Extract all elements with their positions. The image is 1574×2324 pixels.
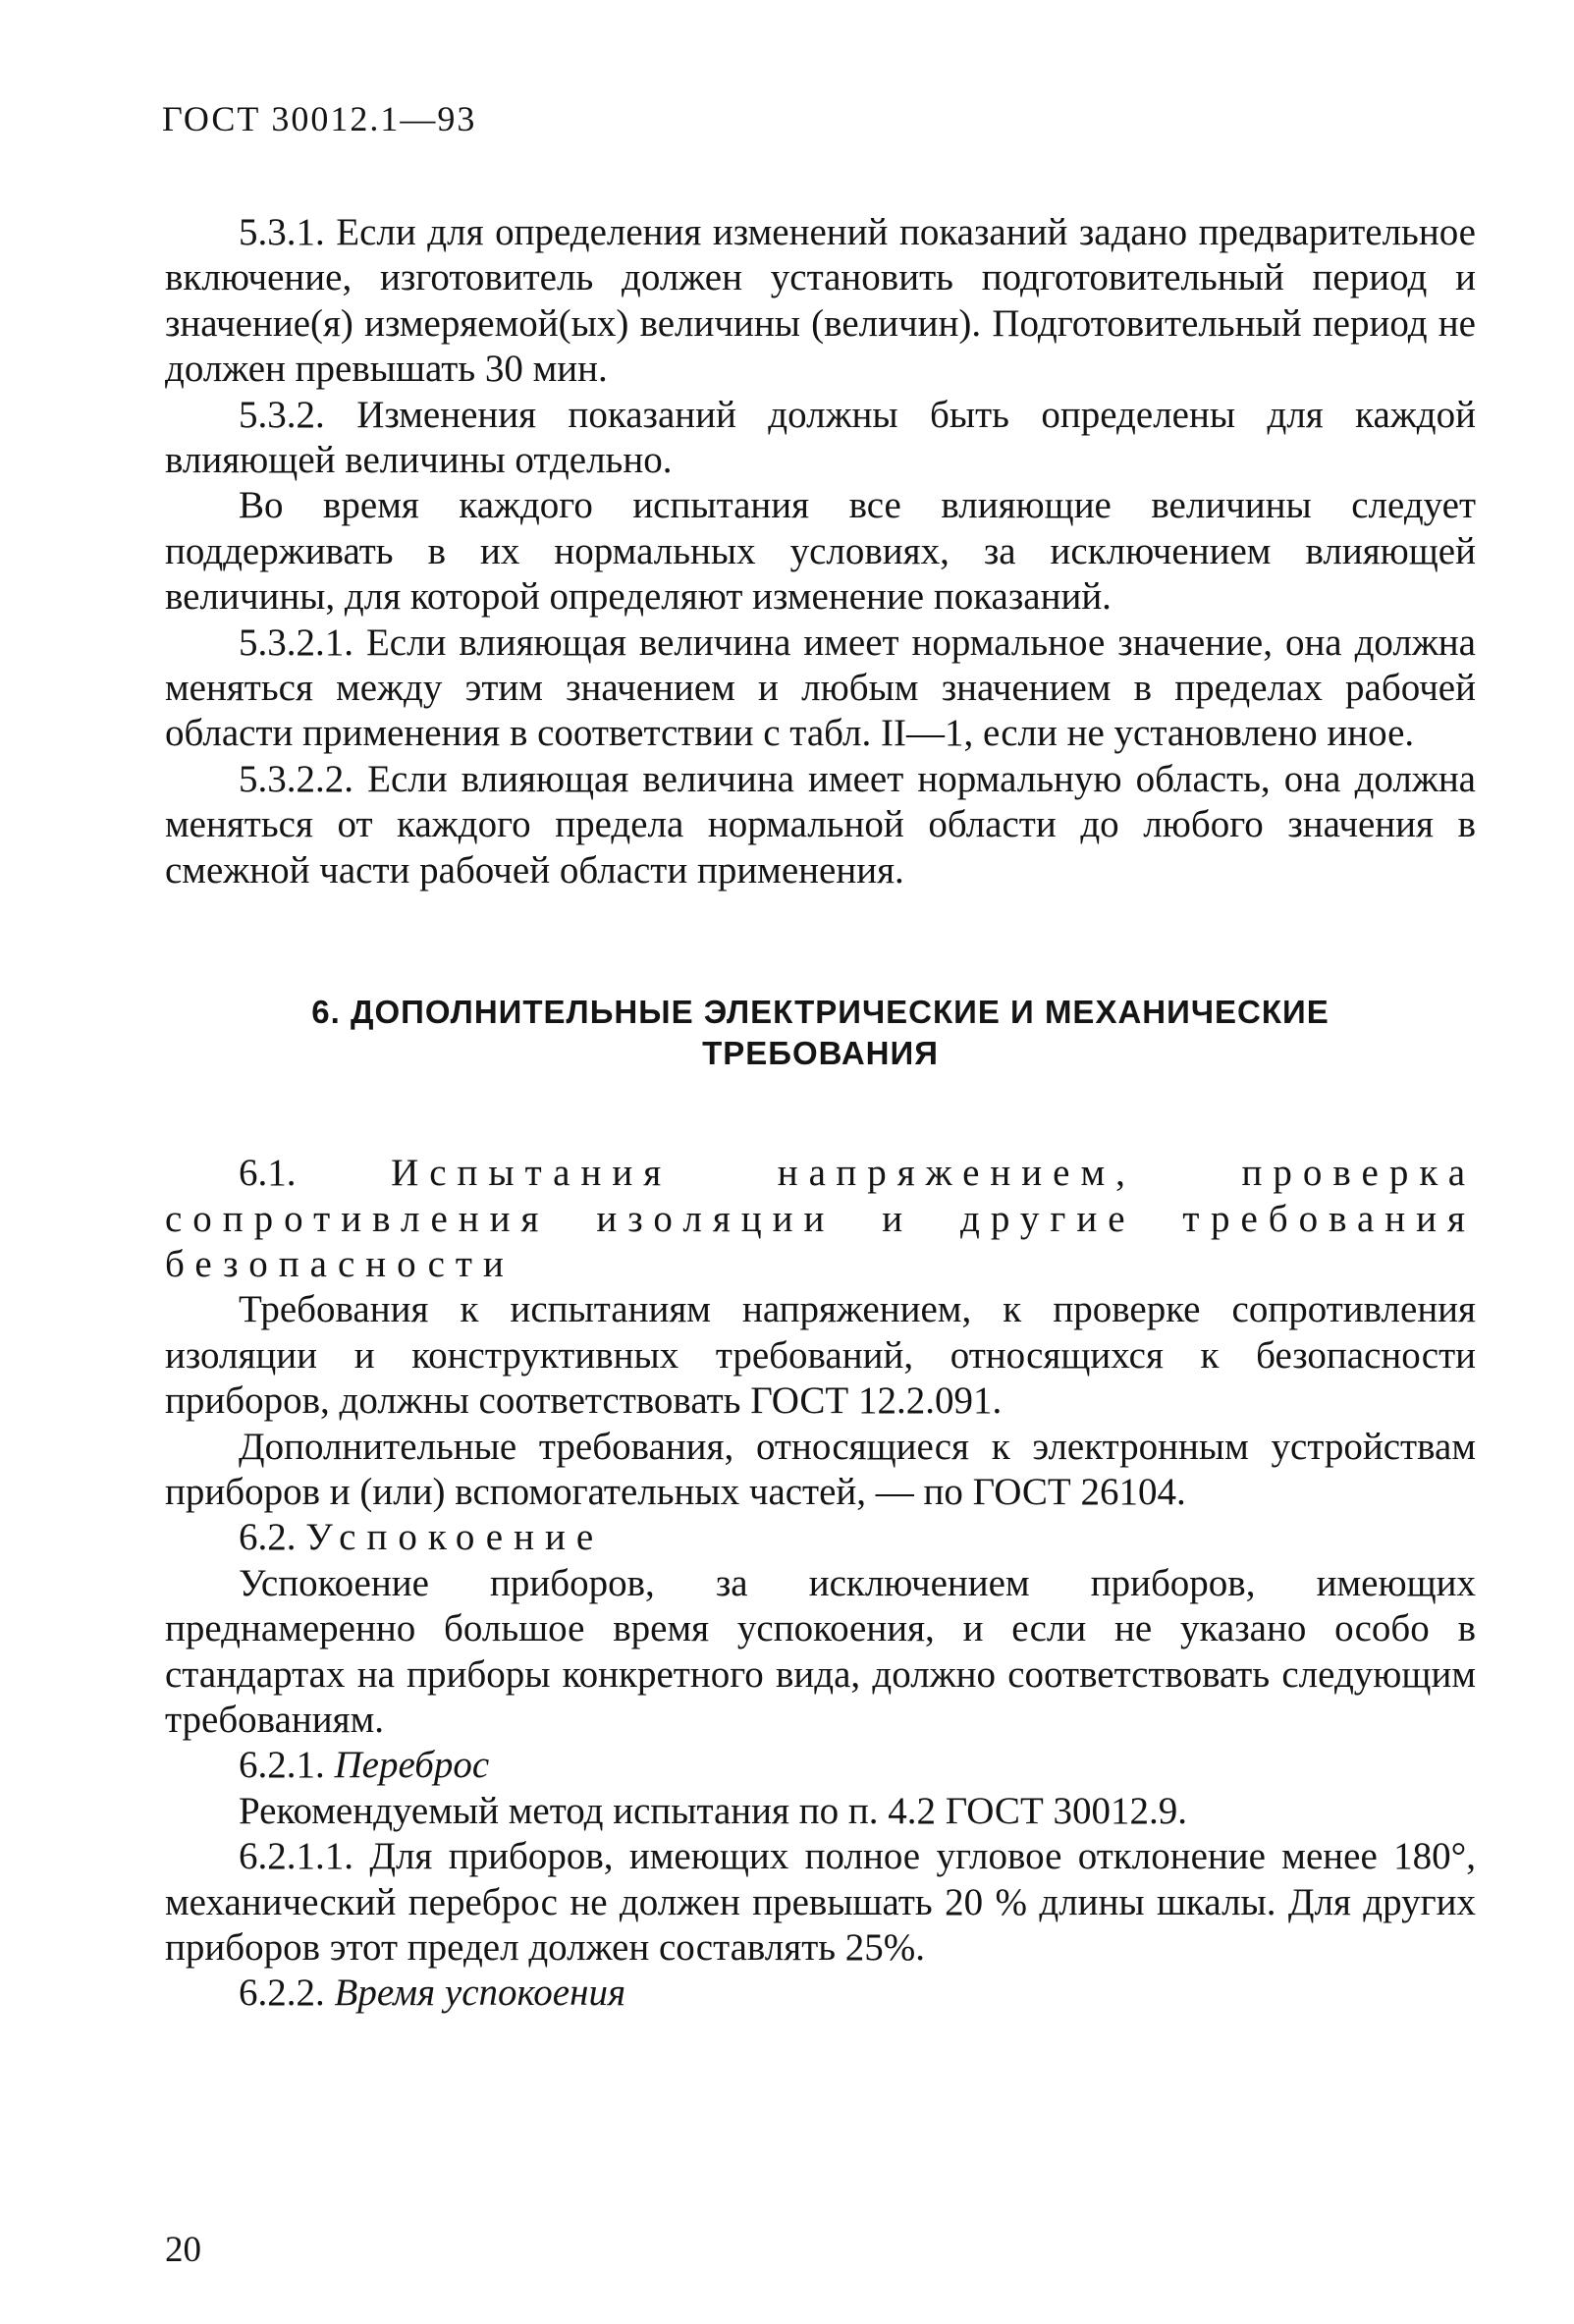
subsection-6-2-2-heading	[165, 1971, 1476, 2016]
paragraph-5-3-2-2: 5.3.2.2. Если влияющая величина имеет нормальную область, она должна меняться от каждого предела нормальной области до любого значения в смежной части рабочей области применения.	[165, 757, 1476, 892]
paragraph-6-2-1-1: 6.2.1.1. Для приборов, имеющих полное угловое отклонение менее 180°, механический переброс не должен превышать 20 % длины шкалы. Для других приборов этот предел должен составлять 25%.	[165, 1835, 1476, 1969]
paragraph-6-2-1-method: Рекомендуемый метод испытания по п. 4.2 ГОСТ 30012.9.	[239, 1789, 1188, 1832]
subsection-6-2-1-heading	[165, 1743, 1476, 1788]
paragraph-5-3-2-text: Во время каждого испытания все влияющие величины следует поддерживать в их нормальных условиях, за исключением влияющей величины, для которой определяют изменение показаний.	[165, 484, 1476, 619]
subsection-6-2-title: Успокоение	[305, 1516, 605, 1559]
subsection-6-2-2-number: 6.2.2.	[239, 1972, 325, 2015]
page-number: 20	[165, 2230, 201, 2270]
paragraph-6-2-text: Успокоение приборов, за исключением приборов, имеющих преднамеренно большое время успокоения, и если не указано особо в стандартах на приборы конкретного вида, должно соответствовать следующим требованиям.	[165, 1561, 1476, 1741]
paragraph-5-3-2: 5.3.2. Изменения показаний должны быть определены для каждой влияющей величины отдельно.	[165, 393, 1476, 482]
paragraph-5-3-1: 5.3.1. Если для определения изменений показаний задано предварительное включение, изготовитель должен установить подготовительный период и значение(я) измеряемой(ых) величины (величин). Подготовительный период не должен превышать 30 мин.	[165, 211, 1476, 391]
paragraph-6-1-text-1: Требования к испытаниям напряжением, к проверке сопротивления изоляции и конструктивных требований, относящихся к безопасности приборов, должны соответствовать ГОСТ 12.2.091.	[165, 1288, 1476, 1423]
subsection-6-2-2-title: Время успокоения	[334, 1972, 626, 2015]
paragraph-5-3-2-1: 5.3.2.1. Если влияющая величина имеет нормальное значение, она должна меняться между этим значением и любым значением в пределах рабочей области применения в соответствии с табл. II—1, если не установлено иное.	[165, 621, 1476, 755]
subsection-6-2-heading	[165, 1515, 1476, 1560]
subsection-6-2-1-title: Переброс	[334, 1744, 490, 1787]
subsection-6-2-1-number: 6.2.1.	[239, 1744, 325, 1787]
section-6-title-line2: ТРЕБОВАНИЯ	[702, 1035, 939, 1072]
paragraph-6-1-text-2: Дополнительные требования, относящиеся к электронным устройствам приборов и (или) вспомогательных частей, — по ГОСТ 26104.	[165, 1425, 1476, 1513]
subsection-6-1-title: Испытания напряжением, проверка сопротивления изоляции и другие требования безопасности	[165, 1152, 1477, 1285]
subsection-6-1-heading	[165, 1151, 1476, 1287]
section-6-title	[165, 992, 1476, 1074]
section-6-title-line1: 6. ДОПОЛНИТЕЛЬНЫЕ ЭЛЕКТРИЧЕСКИЕ И МЕХАНИЧЕСКИЕ	[311, 994, 1330, 1031]
subsection-6-1-number: 6.1.	[239, 1152, 297, 1195]
document-header: ГОСТ 30012.1—93	[162, 99, 477, 138]
subsection-6-2-number: 6.2.	[239, 1516, 297, 1559]
document-body	[165, 210, 1476, 2017]
